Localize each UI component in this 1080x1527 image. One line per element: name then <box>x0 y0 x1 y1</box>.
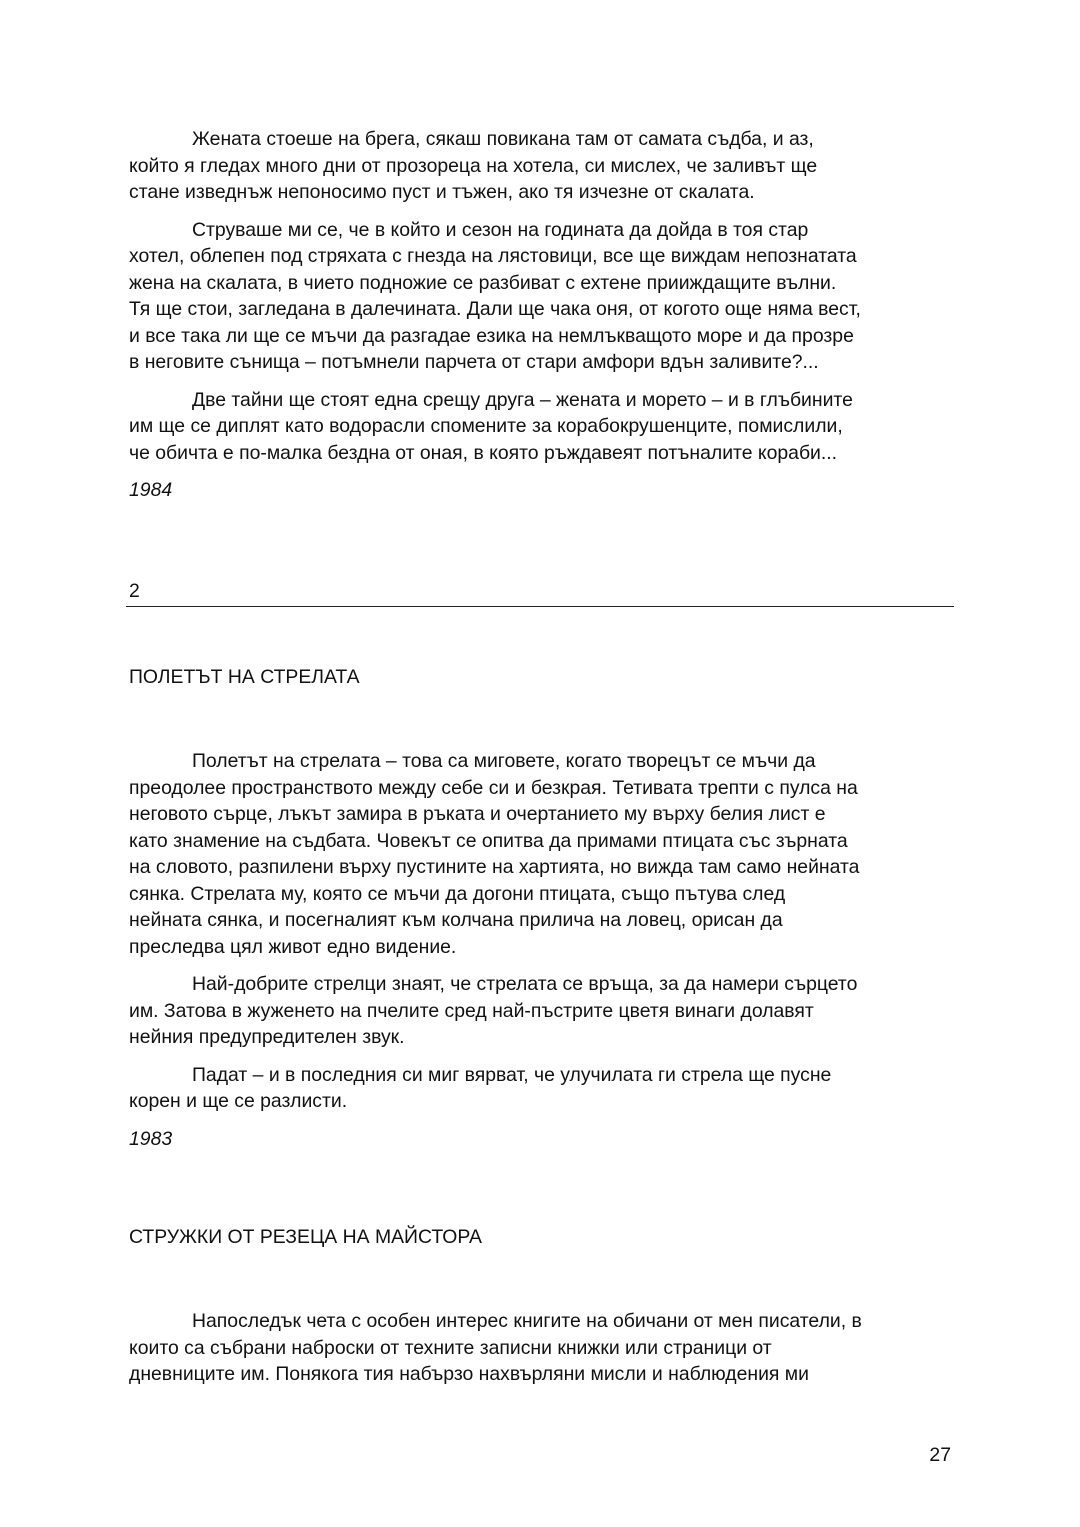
section-2-heading <box>129 664 954 690</box>
section-number-rule <box>126 578 954 607</box>
paragraph: Струваше ми се, че в който и сезон на годината да дойда в тоя стар хотел, облепен под стряхата с гнезда на лястовици, все ще виждам непознатата жена на скалата, в чието подножие се разбиват с ехтене прииждащите вълни. Тя ще стои, загледана в далечината. Дали ще чака оня, от когото още няма вест, и все така ли ще се мъчи да разгадае езика на немлъкващото море и да прозре в неговите сънища – потъмнели парчета от стари амфори вдън заливите?... <box>129 218 861 373</box>
section-1 <box>129 126 954 503</box>
section-3-heading <box>129 1224 954 1250</box>
section-title: СТРУЖКИ ОТ РЕЗЕЦА НА МАЙСТОРА <box>129 1226 482 1248</box>
section-2-body <box>129 748 954 1152</box>
paragraph: Жената стоеше на брега, сякаш повикана там от самата съдба, и аз, който я гледах много дни от прозореца на хотела, си мислех, че заливът ще стане изведнъж непоносимо пуст и тъжен, ако тя изчезне от скалата. <box>129 128 818 203</box>
section-3-body <box>129 1308 954 1399</box>
section-title: ПОЛЕТЪТ НА СТРЕЛАТА <box>129 666 360 688</box>
section-number: 2 <box>129 580 140 602</box>
year-label: 1984 <box>129 479 173 501</box>
paragraph: Полетът на стрелата – това са миговете, когато творецът се мъчи да преодолее пространството между себе си и безкрая. Тетивата трепти с пулса на неговото сърце, лъкът замира в ръката и очертанието му върху белия лист е като знамение на съдбата. Човекът се опитва да примами птицата със зърната на словото, разпилени върху пустините на хартията, но вижда там само нейната сянка. Стрелата му, която се мъчи да догони птицата, също пътува след нейната сянка, и посегналият към колчана прилича на ловец, орисан да преследва цял живот едно видение. <box>129 750 860 958</box>
paragraph: Падат – и в последния си миг вярват, че улучилата ги стрела ще пусне корен и ще се разлисти. <box>129 1063 832 1112</box>
year-label: 1983 <box>129 1127 173 1150</box>
paragraph: Напоследък чета с особен интерес книгите на обичани от мен писатели, в които са събрани наброски от техните записни книжки или страници от дневниците им. Понякога тия набързо нахвърляни мисли и наблюдения ми <box>129 1310 862 1385</box>
paragraph: Най-добрите стрелци знаят, че стрелата се връща, за да намери сърцето им. Затова в жуженето на пчелите сред най-пъстрите цветя винаги долавят нейния предупредителен звук. <box>129 973 858 1048</box>
page-number: 27 <box>929 1444 951 1466</box>
paragraph: Две тайни ще стоят една срещу друга – жената и морето – и в глъбините им ще се диплят като водорасли спомените за корабокрушенците, помислили, че обичта е по-малка бездна от оная, в която ръждавеят потъналите кораби... <box>129 388 853 464</box>
